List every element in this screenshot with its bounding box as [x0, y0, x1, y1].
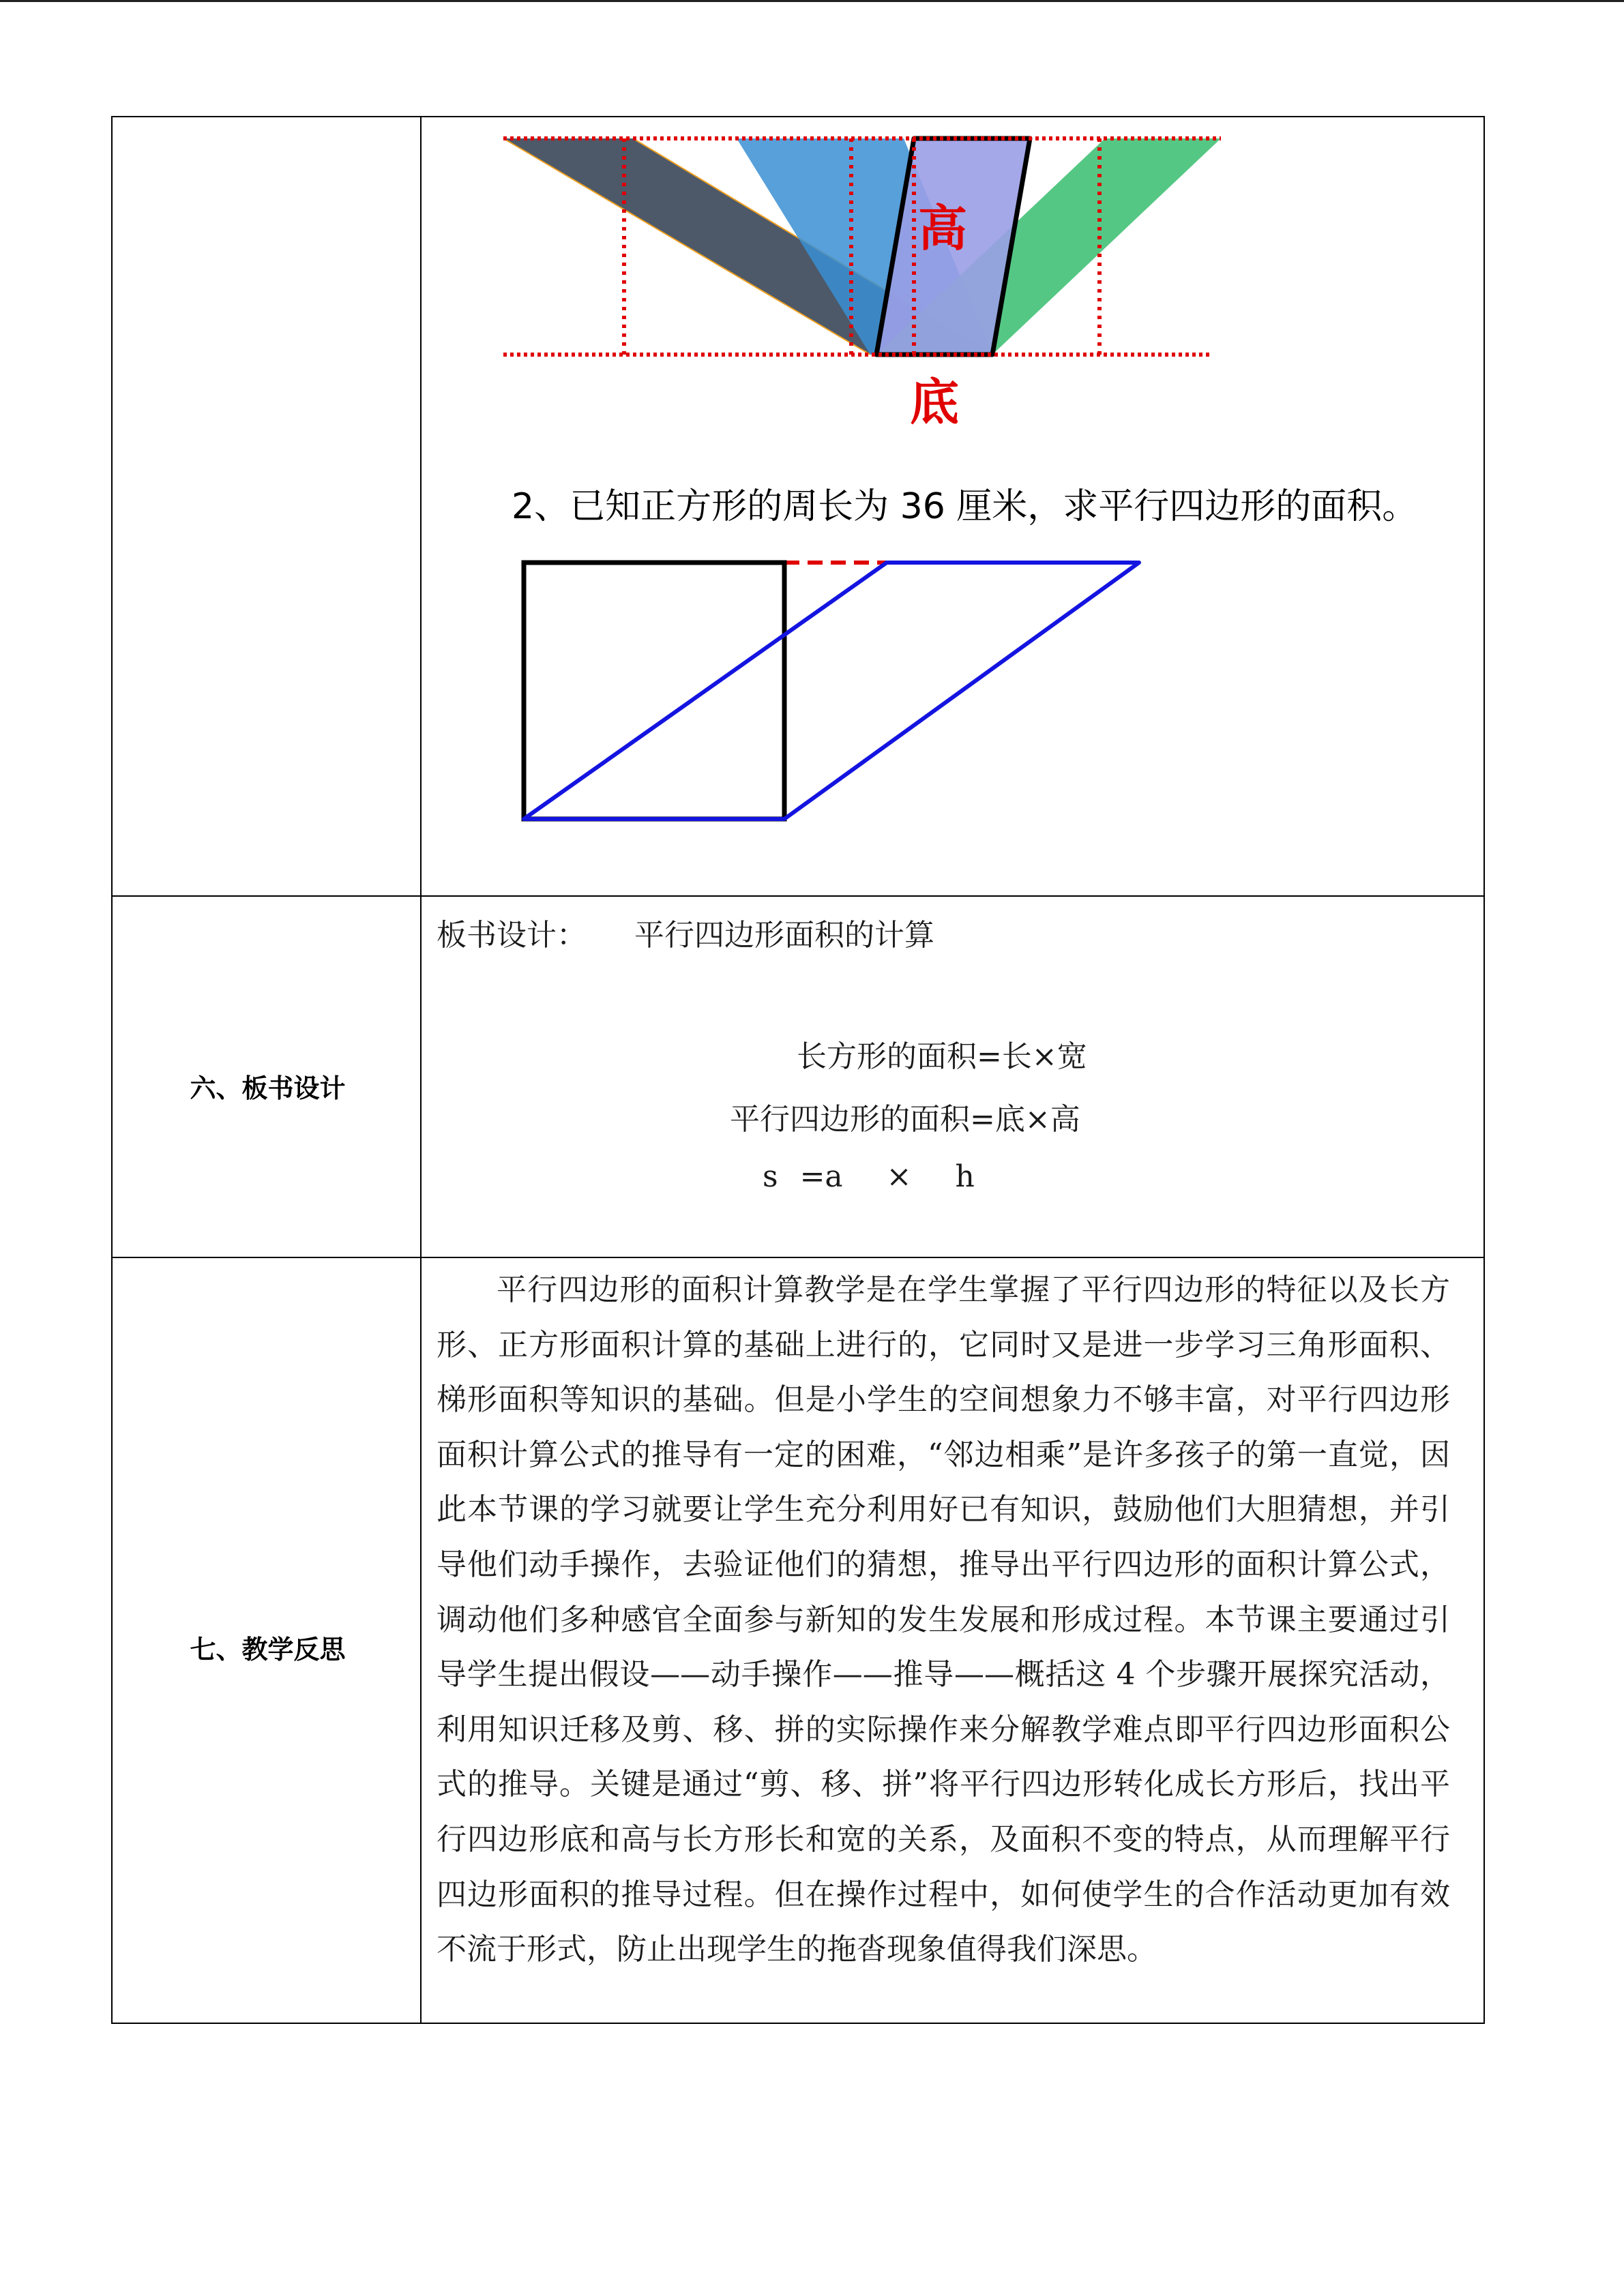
parallelogram	[524, 563, 1139, 819]
board-title-text: 平行四边形面积的计算	[634, 918, 934, 953]
square-parallelogram-figure	[505, 549, 1160, 835]
formula-rectangle: 长方形的面积=长×宽	[797, 1039, 1087, 1074]
board-title	[437, 910, 934, 954]
formula-parallelogram: 平行四边形的面积=底×高	[730, 1102, 1080, 1137]
label-height: 高	[917, 200, 968, 257]
section-6-label: 六、板书设计	[190, 1073, 346, 1103]
table-border-right	[1483, 116, 1485, 2024]
label-base: 底	[909, 374, 960, 431]
reflection-paragraph: 平行四边形的面积计算教学是在学生掌握了平行四边形的特征以及长方形、正方形面积计算的基础上进行的，它同时又是进一步学习三角形面积、梯形面积等知识的基础。但是小学生的空间想象力不够丰富，对平行四边形面积计算公式的推导有一定的困难，“邻边相乘”是许多孩子的第一直觉，因此本节课的学习就要让学生充分利用好已有知识，鼓励他们大胆猜想，并引导他们动手操作，去验证他们的猜想，推导出平行四边形的面积计算公式，调动他们多种感官全面参与新知的发生发展和形成过程。本节课主要通过引导学生提出假设——动手操作——推导——概括这 4 个步骤开展探究活动，利用知识迁移及剪、移、拼的实际操作来分解教学难点即平行四边形面积公式的推导。关键是通过“剪、移、拼”将平行四边形转化成长方形后，找出平行四边形底和高与长方形长和宽的关系，及面积不变的特点，从而理解平行四边形面积的推导过程。但在操作过程中，如何使学生的合作活动更加有效不流于形式，防止出现学生的拖沓现象值得我们深思。	[437, 1272, 1450, 1967]
square	[524, 563, 784, 819]
table-border-bottom	[111, 2023, 1485, 2024]
board-title-prefix: 板书设计：	[437, 918, 587, 953]
section-7-label: 七、教学反思	[190, 1635, 346, 1665]
question-2-text: 2、已知正方形的周长为 36 厘米，求平行四边形的面积。	[512, 486, 1418, 527]
page-top-rule	[0, 0, 1624, 2]
table-border-top	[111, 116, 1485, 117]
table-row-divider	[111, 1257, 1485, 1258]
height-base-figure	[477, 126, 1262, 447]
formula-symbolic: s =a × h	[763, 1159, 975, 1194]
table-row-divider	[111, 895, 1485, 897]
